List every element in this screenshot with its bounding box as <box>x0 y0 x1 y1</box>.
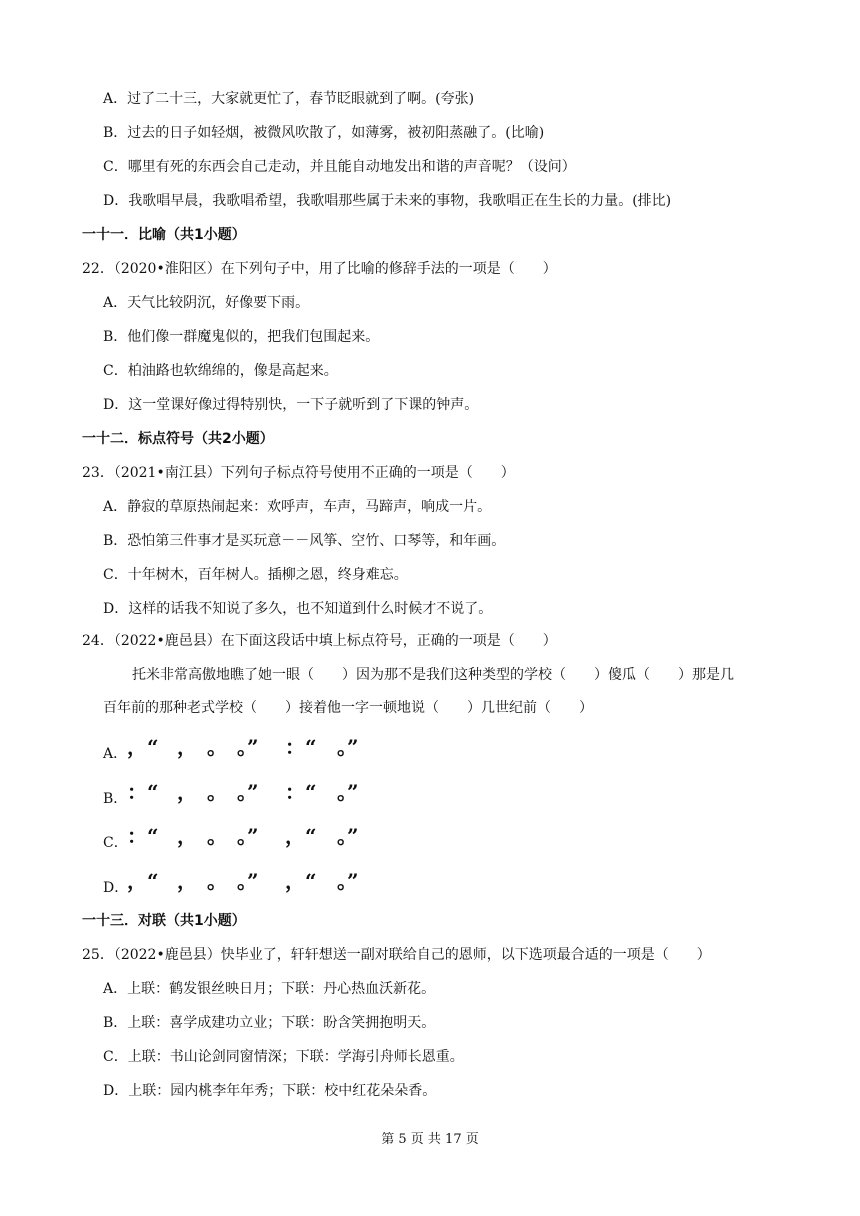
section-heading-couplet: 一十三．对联（共1小题） <box>82 913 246 929</box>
mark: ，“ <box>127 735 159 759</box>
q24-passage-line-1: 托米非常高傲地瞧了她一眼（ ）因为那不是我们这种类型的学校（ ）傻瓜（ ）那是几 <box>132 667 734 683</box>
mark: ， <box>177 780 197 804</box>
mark: ：“ <box>127 824 159 848</box>
q22-option-d: D．这一堂课好像过得特别快，一下子就听到了下课的钟声。 <box>103 397 479 413</box>
mark: 。 <box>207 780 227 804</box>
option-b: B．过去的日子如轻烟，被微风吹散了，如薄雾，被初阳蒸融了。(比喻) <box>103 125 545 141</box>
q25-option-d: D．上联：园内桃李年年秀；下联：校中红花朵朵香。 <box>103 1083 437 1099</box>
option-label: D． <box>103 880 129 896</box>
section-heading-punctuation: 一十二．标点符号（共2小题） <box>82 431 274 447</box>
mark: 。” <box>237 780 259 804</box>
q22-option-b: B．他们像一群魔鬼似的，把我们包围起来。 <box>103 329 380 345</box>
q23-option-b: B．恐怕第三件事才是买玩意－－风筝、空竹、口琴等，和年画。 <box>103 533 506 549</box>
q25-option-a: A．上联：鹤发银丝映日月；下联：丹心热血沃新花。 <box>103 981 436 997</box>
option-c: C．哪里有死的东西会自己走动，并且能自动地发出和谐的声音呢？（设问） <box>103 159 576 175</box>
question-24-stem: 24．（2022•鹿邑县）在下面这段话中填上标点符号，正确的一项是（ ） <box>82 633 557 649</box>
option-label: B． <box>103 791 128 807</box>
mark: ， <box>177 735 197 759</box>
section-heading-metaphor: 一十一．比喻（共1小题） <box>82 227 246 243</box>
option-a: A．过了二十三，大家就更忙了，春节眨眼就到了啊。(夸张) <box>103 91 475 107</box>
mark: 。” <box>237 869 259 893</box>
option-label: C． <box>103 835 128 851</box>
mark: 。” <box>337 780 359 804</box>
question-22-stem: 22．（2020•淮阳区）在下列句子中，用了比喻的修辞手法的一项是（ ） <box>82 261 557 277</box>
mark: 。” <box>337 824 359 848</box>
option-d: D．我歌唱早晨，我歌唱希望，我歌唱那些属于未来的事物，我歌唱正在生长的力量。(排比) <box>103 193 672 209</box>
mark: 。 <box>207 824 227 848</box>
q23-option-c: C．十年树木，百年树人。插柳之恩，终身难忘。 <box>103 567 408 583</box>
mark: 。” <box>337 869 359 893</box>
mark: ， <box>177 824 197 848</box>
mark: ，“ <box>127 869 159 893</box>
mark: 。” <box>237 735 259 759</box>
option-label: A． <box>103 746 128 762</box>
mark: ：“ <box>127 780 159 804</box>
mark: 。” <box>337 735 359 759</box>
mark: ：“ <box>285 780 317 804</box>
question-23-stem: 23．（2021•南江县）下列句子标点符号使用不正确的一项是（ ） <box>82 465 515 481</box>
q22-option-a: A．天气比较阴沉，好像要下雨。 <box>103 295 310 311</box>
q25-option-b: B．上联：喜学成建功立业；下联：盼含笑拥抱明天。 <box>103 1015 436 1031</box>
q22-option-c: C．柏油路也软绵绵的，像是高起来。 <box>103 363 338 379</box>
mark: 。 <box>207 735 227 759</box>
question-25-stem: 25．（2022•鹿邑县）快毕业了，轩轩想送一副对联给自己的恩师，以下选项最合适的一项是（ ） <box>82 947 711 963</box>
mark: ， <box>177 869 197 893</box>
mark: ，“ <box>285 824 317 848</box>
page-footer: 第 5 页 共 17 页 <box>381 1132 479 1147</box>
mark: 。” <box>237 824 259 848</box>
q23-option-a: A．静寂的草原热闹起来：欢呼声，车声，马蹄声，响成一片。 <box>103 499 492 515</box>
mark: ，“ <box>285 869 317 893</box>
mark: ：“ <box>285 735 317 759</box>
q24-passage-line-2: 百年前的那种老式学校（ ）接着他一字一顿地说（ ）几世纪前（ ） <box>103 700 593 716</box>
mark: 。 <box>207 869 227 893</box>
q23-option-d: D．这样的话我不知说了多久，也不知道到什么时候才不说了。 <box>103 601 493 617</box>
q25-option-c: C．上联：书山论剑同窗情深；下联：学海引舟师长恩重。 <box>103 1049 464 1065</box>
